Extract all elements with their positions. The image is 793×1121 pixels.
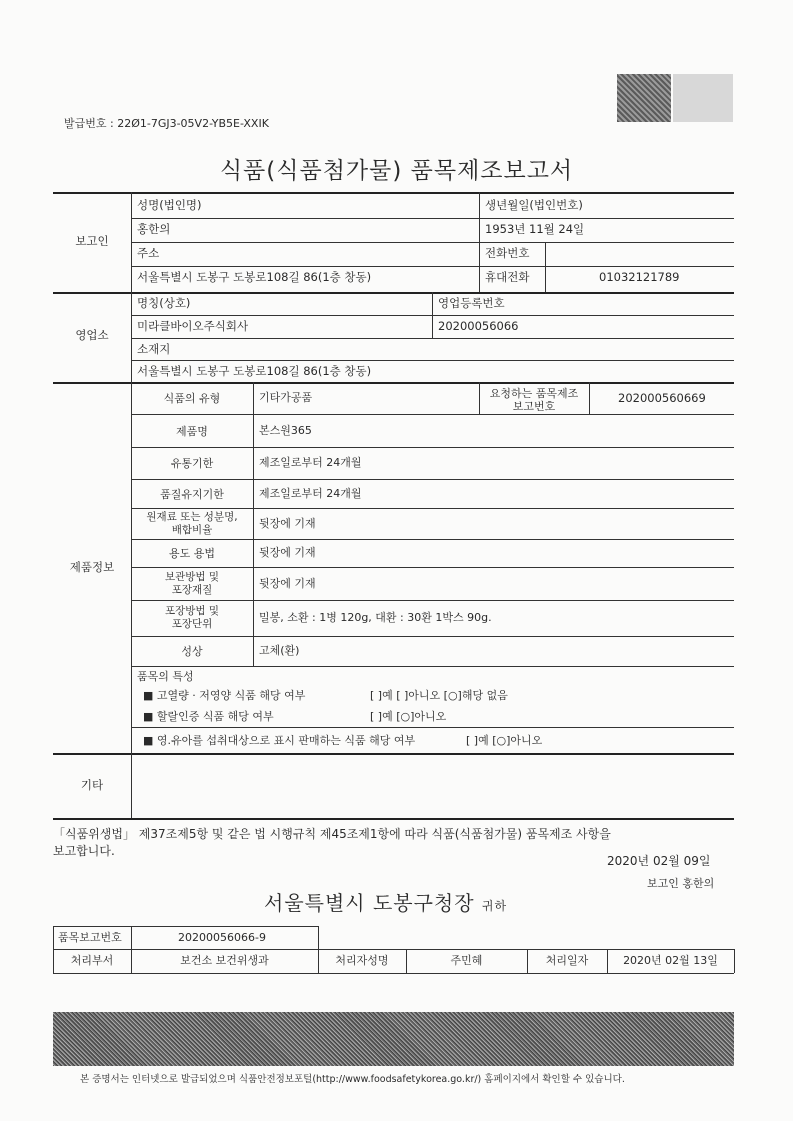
features-label: 품목의 특성 [137, 670, 194, 683]
product-row-label: 원재료 또는 성분명, 배합비율 [146, 510, 238, 536]
addressee-suffix: 귀하 [481, 899, 508, 913]
dept: 보건소 보건위생과 [180, 954, 269, 967]
product-row-label: 품질유지기한 [160, 487, 224, 501]
business-section-label: 영업소 [75, 328, 109, 342]
proc-date-label: 처리일자 [545, 954, 589, 967]
seal-stamp-right [673, 74, 733, 122]
report-no-label: 품목보고번호 [58, 931, 122, 944]
reporter-name: 홍한의 [137, 222, 171, 236]
product-row-label: 유통기한 [170, 457, 214, 470]
report-no: 20200056066-9 [178, 931, 266, 944]
product-row-value: 제조일로부터 24개월 [259, 456, 362, 469]
addressee [264, 887, 507, 916]
feature-3-text: ■ 영.유아를 섭취대상으로 표시 판매하는 식품 해당 여부 [143, 734, 416, 747]
req-report-label: 요청하는 품목제조 보고번호 [489, 387, 579, 413]
product-row-value: 뒷장에 기재 [259, 546, 316, 559]
business-name: 미라클바이오주식회사 [137, 319, 249, 333]
proc-date: 2020년 02월 13일 [623, 954, 718, 967]
product-row-value: 제조일로부터 24개월 [259, 486, 362, 500]
product-row-label: 보관방법 및 포장재질 [164, 570, 220, 596]
statement-line-1: 「식품위생법」 제37조제5항 및 같은 법 시행규칙 제45조제1항에 따라 식품(식품첨가물) 품목제조 사항을 [53, 827, 611, 841]
reporter-addr: 서울특별시 도봉구 도봉로108길 86(1층 창동) [137, 270, 372, 284]
reporter-signature: 보고인 홍한의 [647, 877, 715, 890]
reporter-addr-label: 주소 [137, 246, 160, 260]
footer-note: 본 증명서는 인터넷으로 발급되었으며 식품안전정보포털(http://www.foodsafetykorea.go.kr/) 홈페이지에서 확인할 수 있습니다. [80, 1074, 625, 1085]
feature-3-options: [ ]예 [○]아니오 [466, 734, 543, 747]
req-report-value: 202000560669 [618, 391, 706, 405]
reporter-section-label: 보고인 [75, 234, 109, 248]
product-row-label: 성상 [181, 645, 203, 658]
product-row-value: 뒷장에 기재 [259, 576, 316, 590]
feature-2-text: ■ 할랄인증 식품 해당 여부 [143, 710, 274, 723]
product-row-label: 식품의 유형 [163, 392, 221, 405]
etc-label: 기타 [80, 778, 104, 792]
product-row-value: 기타가공품 [259, 391, 313, 404]
reporter-birth-label: 생년월일(법인번호) [485, 198, 583, 212]
dept-label: 처리부서 [70, 954, 114, 967]
report-date: 2020년 02월 09일 [607, 854, 711, 868]
statement-line-2: 보고합니다. [53, 844, 115, 858]
business-name-label: 명칭(상호) [137, 296, 191, 310]
seal-stamp [617, 74, 671, 122]
barcode-noise-area [53, 1012, 734, 1066]
issue-number: 발급번호 : 22Ø1-7GJ3-05V2-YB5E-XXIK [64, 117, 269, 130]
feature-2-options: [ ]예 [○]아니오 [370, 710, 447, 723]
product-section-label: 제품정보 [69, 560, 115, 574]
product-row-label: 포장방법 및 포장단위 [164, 605, 220, 630]
product-row-label: 용도 용법 [168, 547, 215, 560]
reporter-mobile: 01032121789 [599, 270, 680, 284]
document-title: 식품(식품첨가물) 품목제조보고서 [219, 158, 574, 184]
business-reg-label: 영업등록번호 [438, 296, 505, 310]
product-row-value: 뒷장에 기재 [259, 516, 316, 530]
handler: 주민혜 [450, 954, 483, 967]
business-loc: 서울특별시 도봉구 도봉로108길 86(1층 창동) [137, 364, 372, 378]
product-row-value: 고체(환) [259, 644, 300, 657]
reporter-phone-label: 전화번호 [485, 246, 530, 260]
reporter-mobile-label: 휴대전화 [485, 270, 530, 284]
feature-1-text: ■ 고열량 · 저영양 식품 해당 여부 [143, 689, 306, 702]
business-reg: 20200056066 [438, 319, 519, 333]
reporter-name-label: 성명(법인명) [137, 198, 202, 212]
addressee-name: 서울특별시 도봉구청장 [264, 891, 475, 915]
product-row-value: 밀봉, 소환 : 1병 120g, 대환 : 30환 1박스 90g. [259, 611, 492, 624]
product-row-label: 제품명 [176, 424, 208, 438]
business-loc-label: 소재지 [137, 342, 171, 356]
feature-1-options: [ ]예 [ ]아니오 [○]해당 없음 [370, 689, 508, 702]
product-row-value: 본스원365 [259, 423, 312, 437]
reporter-birth: 1953년 11월 24일 [485, 222, 585, 236]
handler-label: 처리자성명 [335, 954, 389, 967]
